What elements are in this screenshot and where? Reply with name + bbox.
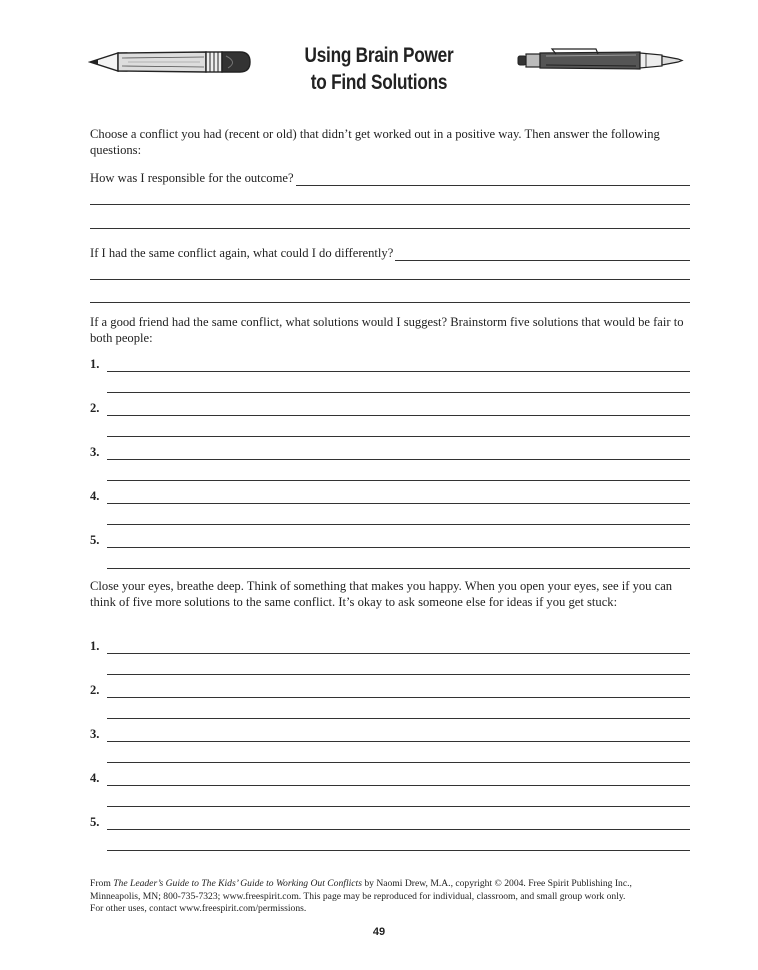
answer-line[interactable]	[107, 436, 690, 437]
solution-line-4[interactable]	[90, 488, 690, 504]
answer-line[interactable]	[107, 568, 690, 569]
item-number: 5.	[90, 815, 100, 829]
question-2-text: If I had the same conflict again, what could I do differently?	[90, 246, 394, 260]
item-number: 1.	[90, 357, 100, 371]
title-line-1: Using Brain Power	[304, 44, 454, 67]
question-2	[90, 245, 690, 261]
solution-line-5[interactable]	[90, 532, 690, 548]
answer-line[interactable]	[107, 762, 690, 763]
answer-line[interactable]	[107, 718, 690, 719]
footer-prefix: From	[90, 878, 114, 889]
answer-line[interactable]	[107, 816, 690, 830]
title-line-2: to Find Solutions	[310, 71, 448, 94]
question-3-text: If a good friend had the same conflict, what solutions would I suggest? Brainstorm five solutions that would be fair to both people:	[90, 315, 684, 345]
answer-line[interactable]	[90, 302, 690, 303]
answer-line[interactable]	[107, 674, 690, 675]
footer-book-title: The Leader’s Guide to The Kids’ Guide to Working Out Conflicts	[113, 878, 362, 889]
answer-line[interactable]	[107, 640, 690, 654]
answer-line[interactable]	[395, 247, 690, 261]
more-solution-line-5[interactable]	[90, 814, 690, 830]
item-number: 2.	[90, 683, 100, 697]
copyright-footer	[90, 878, 710, 916]
answer-line[interactable]	[107, 490, 690, 504]
question-4-text: Close your eyes, breathe deep. Think of something that makes you happy. When you open your eyes, see if you can think of five more solutions to the same conflict. It’s okay to ask someone else for ideas if you get stuck:	[90, 579, 673, 609]
answer-line[interactable]	[90, 204, 690, 205]
item-number: 4.	[90, 771, 100, 785]
more-solution-line-2[interactable]	[90, 682, 690, 698]
footer-line1-rest: by Naomi Drew, M.A., copyright © 2004. Free Spirit Publishing Inc.,	[361, 878, 632, 889]
pen-icon	[516, 48, 684, 74]
answer-line[interactable]	[107, 534, 690, 548]
intro-paragraph: Choose a conflict you had (recent or old) that didn’t get worked out in a positive way. Then answer the following questions:	[90, 127, 660, 157]
item-number: 1.	[90, 639, 100, 653]
answer-line[interactable]	[107, 850, 690, 851]
page-number: 49	[372, 926, 386, 938]
item-number: 4.	[90, 489, 100, 503]
answer-line[interactable]	[90, 228, 690, 229]
question-1-text: How was I responsible for the outcome?	[90, 171, 294, 185]
answer-line[interactable]	[107, 684, 690, 698]
footer-line-2: Minneapolis, MN; 800-735-7323; www.freespirit.com. This page may be reproduced for individual, classroom, and small group work only.	[90, 890, 626, 902]
answer-line[interactable]	[107, 806, 690, 807]
solution-line-2[interactable]	[90, 400, 690, 416]
item-number: 2.	[90, 401, 100, 415]
answer-line[interactable]	[107, 358, 690, 372]
answer-line[interactable]	[107, 728, 690, 742]
answer-line[interactable]	[107, 772, 690, 786]
item-number: 3.	[90, 727, 100, 741]
answer-line[interactable]	[107, 446, 690, 460]
item-number: 3.	[90, 445, 100, 459]
answer-line[interactable]	[107, 392, 690, 393]
answer-line[interactable]	[107, 480, 690, 481]
more-solution-line-1[interactable]	[90, 638, 690, 654]
more-solution-line-3[interactable]	[90, 726, 690, 742]
question-1	[90, 170, 690, 186]
answer-line[interactable]	[107, 402, 690, 416]
more-solution-line-4[interactable]	[90, 770, 690, 786]
item-number: 5.	[90, 533, 100, 547]
solution-line-3[interactable]	[90, 444, 690, 460]
solution-line-1[interactable]	[90, 356, 690, 372]
footer-line-3: For other uses, contact www.freespirit.com/permissions.	[90, 903, 307, 914]
answer-line[interactable]	[90, 279, 690, 280]
answer-line[interactable]	[296, 172, 690, 186]
answer-line[interactable]	[107, 524, 690, 525]
